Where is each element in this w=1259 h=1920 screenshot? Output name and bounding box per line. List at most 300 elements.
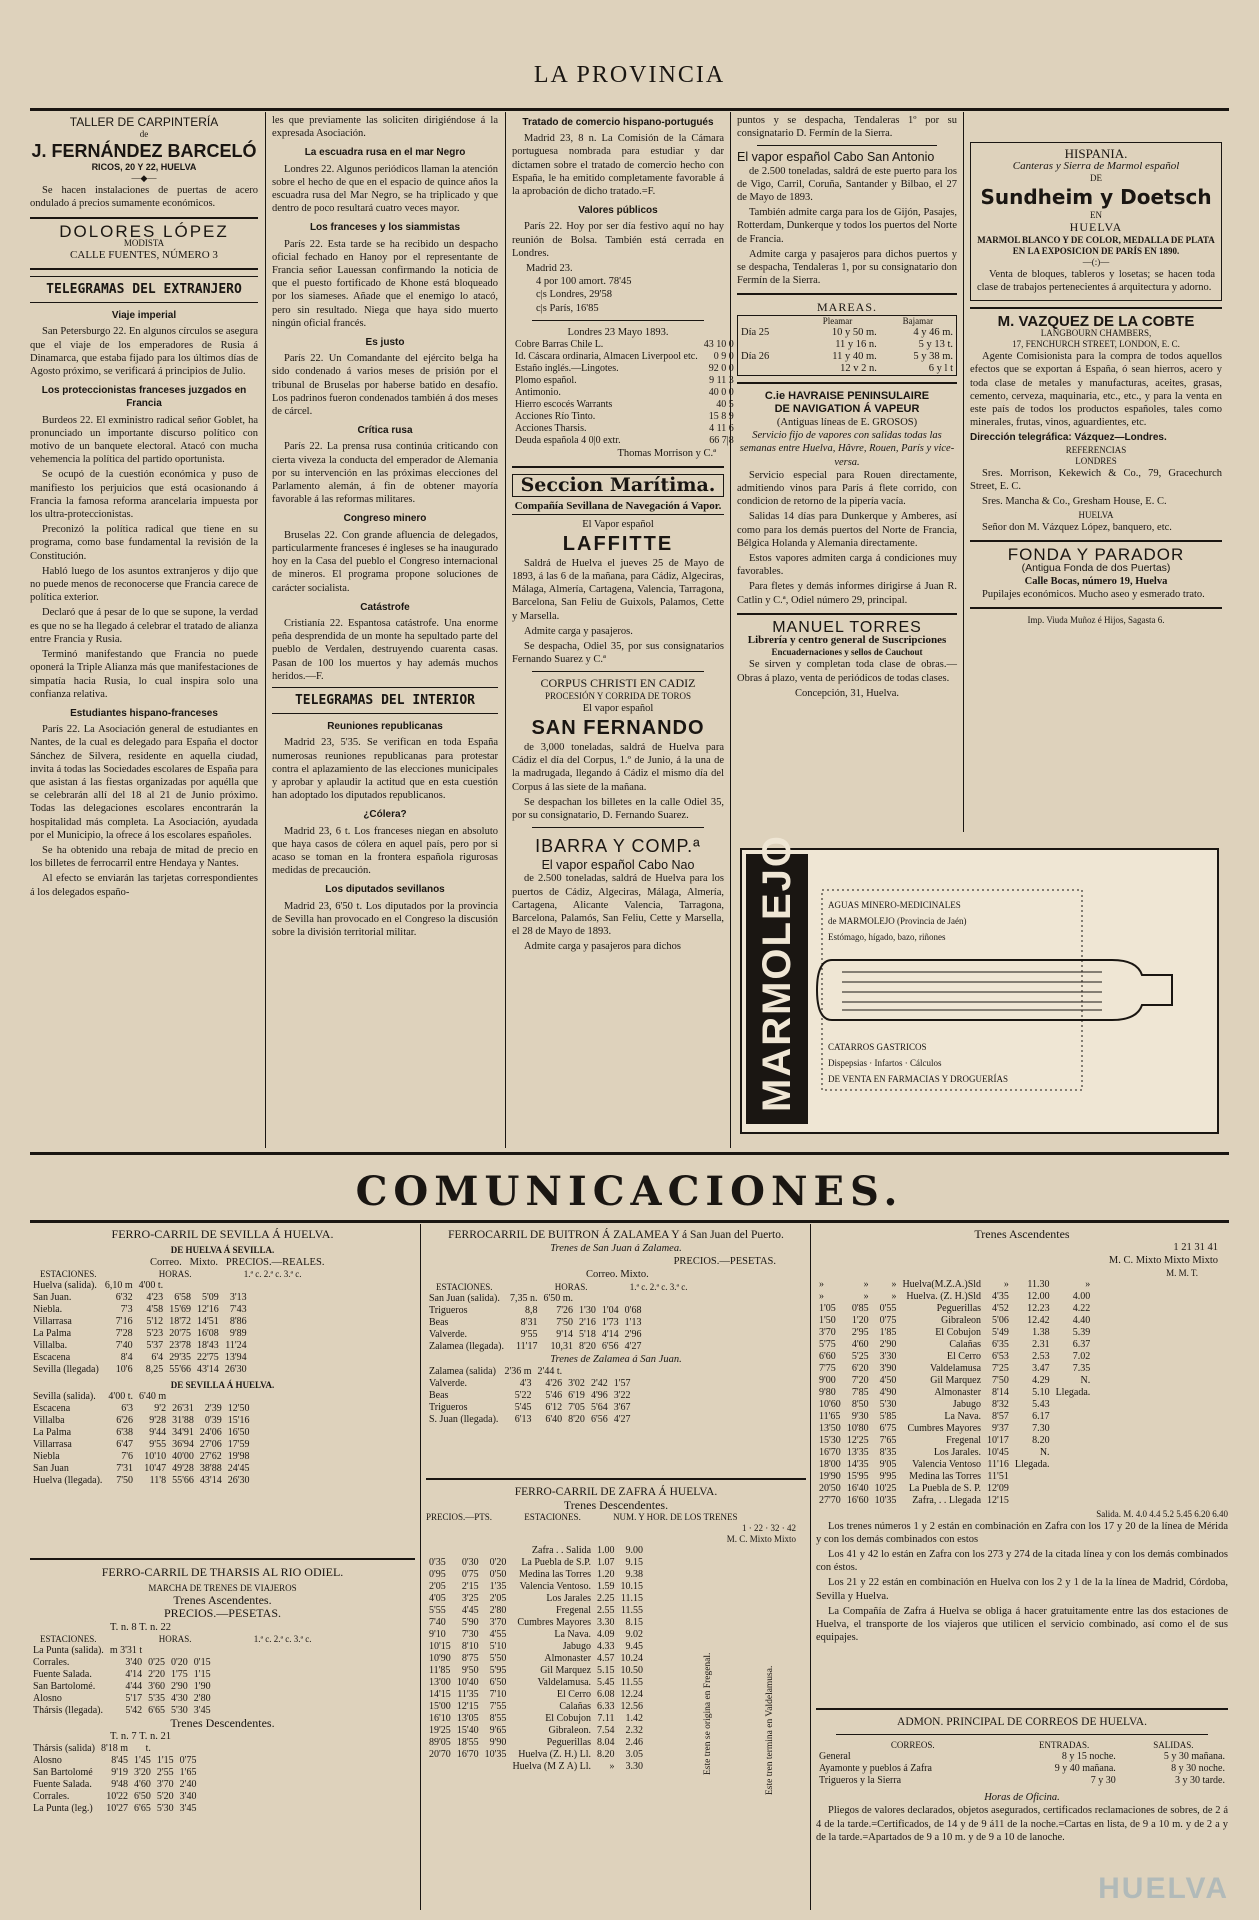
sevilla-row-cell: 24'06 [199, 1427, 222, 1439]
rule [970, 540, 1222, 542]
article-paragraph: Agente Comisionista para la compra de todos aquellos efectos que se exportan á España, ó sean hierros, acero y toda clase de metales y manufacturas, aceites, grasas, cemento, cerveza, maquinaria, etc., etc., y para la venta en este país de todos los productos españoles, tales como minerales, frutas, vinos, aguardientes, etc. [970, 351, 1222, 429]
ascendentes-row-cell: 8'14 [992, 1386, 1009, 1398]
zafra-row-cell: Peguerillas [546, 1737, 592, 1749]
ascendentes-row-cell [1053, 1399, 1094, 1411]
ascendentes-row-cell: Huelva. (Z. H.)Sld [906, 1290, 982, 1302]
tharsis-row-cell: San Bartolomé. [33, 1680, 96, 1692]
ascendentes-row-cell: 12'09 [987, 1482, 1009, 1494]
zafra-row-cell: 9'90 [489, 1737, 507, 1749]
hours-header: HORAS. [554, 1281, 588, 1292]
zafra-row-cell: 5'95 [489, 1665, 507, 1677]
metals-row-cell: 4 11 6 [709, 423, 734, 435]
buitron-row-cell: S. Juan (llegada). [429, 1413, 499, 1425]
taller-address: RICOS, 20 Y 22, HUELVA [91, 162, 197, 173]
zafra-row [426, 1653, 646, 1665]
ascendentes-row [816, 1315, 1093, 1327]
tharsis-row-cell: 9'19 [111, 1767, 129, 1779]
zafra-row [426, 1665, 646, 1677]
sevilla-row-cell: 7'50 [116, 1475, 134, 1487]
ascendentes-row-cell: 4.29 [1032, 1374, 1050, 1386]
section-heading: ¿Cólera? [363, 809, 407, 821]
zafra-row-cell: 11'35 [457, 1689, 479, 1701]
rule [970, 607, 1222, 609]
sevilla-row-cell: 6'47 [116, 1439, 134, 1451]
dolores-name: DOLORES LÓPEZ [59, 221, 229, 241]
article-paragraph: Al efecto se enviarán las tarjetas correspondientes á los delegados españo- [30, 873, 258, 898]
sevilla-row-cell: 4'58 [146, 1304, 164, 1316]
buitron-row-cell: 4'27 [613, 1413, 631, 1425]
zafra-row [426, 1629, 646, 1641]
buitron-row-cell: 2'44 t. [537, 1365, 563, 1377]
tharsis-row [30, 1693, 214, 1705]
sevilla-row-cell: Villarrasa [33, 1316, 72, 1328]
fonda-title: FONDA Y PARADOR [1007, 545, 1185, 565]
ascendentes-row-cell: El Cerro [946, 1350, 982, 1362]
taller-name: J. FERNÁNDEZ BARCELÓ [31, 141, 257, 162]
zafra-row [426, 1545, 646, 1557]
ascendentes-row [816, 1447, 1093, 1459]
sevilla-row [30, 1280, 250, 1292]
sevilla-row-cell: 14'51 [197, 1316, 219, 1328]
sevilla-table-1 [30, 1280, 250, 1376]
tide-row-cell: 10 y 50 m. [831, 326, 877, 338]
tharsis-row-cell: 6'65 [148, 1704, 165, 1716]
ascendentes-row-cell: 10'25 [874, 1482, 897, 1494]
rule [30, 1558, 415, 1560]
article-paragraph: Se despachan los billetes en la calle Odiel 35, por su consignatario, D. Fernando Suarez. [512, 796, 724, 821]
buitron-row-cell: Trigueros [429, 1304, 468, 1316]
ascendentes-row [816, 1375, 1093, 1387]
metals-row [512, 351, 737, 363]
zafra-row-cell [426, 1761, 454, 1773]
zafra-row-cell: El Cerro [556, 1689, 592, 1701]
col-divider [505, 112, 506, 1148]
ascendentes-row-cell: 10'17 [987, 1434, 1009, 1446]
tharsis-row-cell: 2'55 [156, 1767, 174, 1779]
article-paragraph: Cristianía 22. Espantosa catástrofe. Una enorme peña desprendida de un monte ha sepultado parte del pueblo de Verdalen, destruyendo cuarenta casas. Pasan de 100 los muertos y hay además muchos heridos.—F. [272, 617, 498, 682]
corpus-sub: PROCESIÓN Y CORRIDA DE TOROS [544, 690, 692, 701]
correo-header: Correo. [150, 1257, 182, 1269]
zafra-row-cell: 4'55 [489, 1629, 507, 1641]
ascendentes-row-cell: 9'05 [879, 1458, 897, 1470]
sevilla-row-cell: 20'75 [169, 1328, 191, 1340]
zafra-row-cell: 10'90 [429, 1653, 451, 1665]
sevilla-row-cell: Sevilla (llegada) [33, 1364, 99, 1376]
ascendentes-row-cell [1012, 1483, 1053, 1495]
tharsis-row-cell: 0'75 [179, 1755, 197, 1767]
telegrams-interior-banner: TELEGRAMAS DEL INTERIOR [272, 687, 498, 714]
ascendentes-row-cell: 4'35 [992, 1290, 1009, 1302]
buitron-row-cell: 4'96 [590, 1389, 608, 1401]
article-paragraph: Estos vapores admiten carga á condiciones muy favorables. [737, 553, 957, 578]
zafra-row-cell: 1.07 [597, 1557, 615, 1569]
buitron-row [426, 1378, 634, 1390]
ascendentes-row-cell: » [819, 1278, 824, 1290]
column-2 [272, 114, 498, 1148]
ascendentes-row-cell: 5.10 [1032, 1386, 1050, 1398]
buitron-row-cell [611, 1366, 634, 1378]
correos-row-cell: Trigueros y la Sierra [819, 1775, 902, 1787]
ascendentes-row [816, 1363, 1093, 1375]
sevilla-row-cell: 10'6 [115, 1364, 133, 1376]
article-paragraph: de 3,000 toneladas, saldrá de Huelva para Cádiz el día del Corpus, 1.º de Junio, á la una de la madrugada, llegando á Cádiz el mismo día del Corpus á las siete de la mañana. [512, 741, 724, 793]
sevilla-row-cell: 6'4 [151, 1352, 164, 1364]
sundheim-name: Sundheim y Doetsch [980, 185, 1212, 210]
dolores-address: CALLE FUENTES, NÚMERO 3 [70, 248, 218, 261]
ascendentes-row-cell: El Cobujon [935, 1326, 982, 1338]
zafra-row-cell [426, 1545, 454, 1557]
classes-header: 1.ª c. 2.ª c. 3.ª c. [253, 1633, 312, 1644]
buitron-row-cell: 1'04 [601, 1304, 619, 1316]
telegraph-address: Dirección telegráfica: Vázquez—Londres. [970, 432, 1167, 444]
zafra-side-note-2: Este tren termina en Valdelamusa. [765, 1666, 775, 1796]
zafra-row-cell: 3.05 [625, 1749, 644, 1761]
ascendentes-row-cell: 8'35 [879, 1446, 897, 1458]
column-4 [737, 114, 957, 834]
tharsis-row-cell: 3'40 [179, 1791, 197, 1803]
ascendentes-row-cell: 7'75 [819, 1362, 836, 1374]
ascendentes-railway [816, 1228, 1228, 1698]
article-paragraph: París 22. La prensa rusa continúa criticando con cierta viveza la conducta del emperador de Alemania por su intervención en las próximas elecciones del Parlamento alemán, á fin de obtener mayoría favorable á las reformas militares. [272, 441, 498, 506]
sevilla-row-cell: 9'44 [149, 1427, 167, 1439]
madrid-date: Madrid 23. [526, 263, 573, 275]
zafra-row-cell: El Cobujon [545, 1713, 592, 1725]
tharsis-row-cell: La Punta (leg.) [33, 1803, 93, 1815]
article-paragraph: Se sirven y completan toda clase de obras.—Obras á plazo, venta de periódicos de todas clases. [737, 659, 957, 684]
article-paragraph: Salidas 14 días para Dunkerque y Amberes, así como para los demás puertos del Norte de Francia, Bélgica Holanda y Alemania directamente. [737, 511, 957, 549]
buitron-row-cell: Beas [429, 1316, 449, 1328]
sevilla-table-2 [30, 1391, 253, 1487]
office-hours-title: Horas de Oficina. [984, 1792, 1060, 1804]
buitron-row-cell: 1'30 [579, 1304, 596, 1316]
metals-row-cell: Cobre Barras Chile L. [515, 339, 604, 351]
ascendentes-row [816, 1423, 1093, 1435]
article-paragraph: Burdeos 22. El exministro radical señor Goblet, ha pronunciado un importante discurso político con motivo de un banquete electoral. Atacó con mucha vehemencia la política del partido oportunista. [30, 414, 258, 466]
ad-label: AGUAS MINERO-MEDICINALES [828, 900, 961, 910]
ascendentes-row-cell: 9'00 [819, 1374, 836, 1386]
sevilla-row [30, 1364, 250, 1376]
zafra-row-cell: 11.55 [620, 1605, 644, 1617]
tharsis-row-cell: 2'40 [179, 1779, 197, 1791]
tide-row-cell: 6 y l t [928, 362, 953, 374]
tide-row-cell: 11 y 16 n. [835, 338, 877, 350]
ascendentes-row-cell: 4.00 [1072, 1290, 1091, 1302]
article-paragraph: San Petersburgo 22. En algunos círculos se asegura que el viaje de los emperadores de Rusia á Dinamarca, que estaba fijado para los últimos días de Agosto próximo, se verificará á principios de Julio. [30, 326, 258, 378]
zafra-row-cell: 4.09 [597, 1629, 615, 1641]
article-paragraph: Se ocupó de la cuestión económica y puso de manifiesto los perjuicios que está ocasionando á Francia la famosa reforma arancelaria impuesta por los ultra-proteccionistas. [30, 469, 258, 521]
buitron-row-cell: 4'3 [519, 1377, 532, 1389]
section-heading: Catástrofe [360, 601, 410, 613]
ascendentes-row-cell: 5'49 [992, 1326, 1009, 1338]
taller-text: Se hacen instalaciones de puertas de acero ondulado á precios sumamente económicos. [30, 185, 258, 210]
tharsis-row [30, 1803, 199, 1815]
correos-row [816, 1751, 1228, 1763]
tharsis-row-cell: 8'45 [111, 1755, 129, 1767]
london-date: Londres 23 Mayo 1893. [567, 326, 669, 338]
buitron-row-cell: 8'20 [579, 1340, 596, 1352]
zafra-row [426, 1569, 646, 1581]
ad-line: Estómago, hígado, bazo, riñones [828, 932, 946, 942]
torres-address: Concepción, 31, Huelva. [794, 687, 900, 699]
ascendentes-row-cell: 5'75 [819, 1338, 836, 1350]
buitron-row-cell: 5'64 [590, 1401, 608, 1413]
zafra-row-cell: 8.04 [597, 1737, 615, 1749]
sevilla-row-cell: 22'75 [197, 1352, 219, 1364]
zafra-row-cell: 4'05 [429, 1593, 446, 1605]
sevilla-row-cell: 9'28 [149, 1415, 167, 1427]
ascendentes-row-cell: Valencia Ventoso [912, 1458, 982, 1470]
sevilla-row [30, 1340, 250, 1352]
buitron-row-cell: 5'22 [514, 1389, 532, 1401]
ascendentes-row [816, 1279, 1093, 1291]
rule [737, 613, 957, 615]
buitron-row-cell: Beas [429, 1389, 449, 1401]
section-heading: Los diputados sevillanos [325, 884, 445, 896]
buitron-row-cell: Valverde. [429, 1377, 468, 1389]
ascendentes-row-cell: Medina las Torres [909, 1470, 982, 1482]
tharsis-table-2 [30, 1743, 199, 1815]
tharsis-row [30, 1743, 199, 1755]
buitron-row-cell: 4'27 [624, 1340, 642, 1352]
ascendentes-row-cell: 10'60 [819, 1398, 841, 1410]
article-paragraph: París 22. Hoy por ser día festivo aquí no hay reunión de Bolsa. También está cerrada en Londres. [512, 221, 724, 259]
ad-line: DE VENTA EN FARMACIAS Y DROGUERÍAS [828, 1074, 1009, 1084]
correos-row-cell: 5 y 30 mañana. [1163, 1751, 1225, 1763]
sevilla-row-cell: 7'31 [116, 1463, 134, 1475]
sevilla-row-cell: 6'3 [121, 1403, 134, 1415]
tharsis-desc: Trenes Descendentes. [170, 1715, 275, 1730]
en-label: EN [1090, 210, 1102, 221]
zafra-row [426, 1593, 646, 1605]
zafra-row-cell: Almonaster [544, 1653, 592, 1665]
tides-title: MAREAS. [816, 300, 877, 315]
sevilla-row [30, 1328, 250, 1340]
huelva-label: HUELVA [1078, 510, 1114, 521]
col-divider [265, 112, 266, 1148]
sevilla-row-cell: 7'6 [121, 1451, 134, 1463]
huelva-label: HUELVA [1069, 220, 1123, 235]
tharsis-row-cell [145, 1645, 168, 1657]
zafra-row-cell: 9.00 [625, 1545, 644, 1557]
ascendentes-row-cell: 18'00 [819, 1458, 841, 1470]
metals-row [512, 411, 737, 423]
separator: —◆— [131, 173, 157, 184]
zafra-row-cell: 19'25 [429, 1725, 451, 1737]
zafra-row-cell: 11.15 [620, 1593, 644, 1605]
ascendentes-row-cell: 13'35 [846, 1446, 869, 1458]
article-paragraph: Terminó manifestando que Francia no puede oponerá la Triple Alianza más que manifestaciones de simpatía hacia Rusia, lo cual inspira solo una confianza relativa. [30, 649, 258, 700]
ascendentes-row [816, 1339, 1093, 1351]
taller-de: de [139, 129, 149, 140]
article-paragraph: Madrid 23, 5'35. Se verifican en toda España numerosas reuniones republicanas para protestar contra el aplazamiento de las elecciones municipales y aprobar y aplaudir la actitud que en esta cuestión han adoptado los diputados republicanos. [272, 737, 498, 802]
tharsis-row-cell: Thársis (salida) [33, 1743, 95, 1755]
ascendentes-row-cell: La Nava. [944, 1410, 982, 1422]
ascendentes-row-cell [1053, 1495, 1094, 1507]
asc-note: La Compañía de Zafra á Huelva se obliga á hacer gratuitamente entre las dos estaciones de Huelva, el transporte de los viajeros que utilicen el servicio combinado, así como el de sus equipajes. [816, 1605, 1228, 1644]
sevilla-row-cell: 6,10 m [104, 1280, 133, 1292]
sevilla-row-cell: 11'8 [149, 1475, 167, 1487]
ascendentes-row-cell: 1'20 [851, 1314, 869, 1326]
buitron-row-cell: 7'26 [556, 1304, 574, 1316]
sevilla-row-cell: 13'94 [224, 1352, 247, 1364]
article-paragraph: París 22. Un Comandante del ejército belga ha sido condenado á varios meses de prisión por el tribunal de Bruselas por haberse batido en desafío. Los padrinos fueron condenados también á dos meses de cárcel. [272, 353, 498, 418]
asc-note: Los 41 y 42 lo están en Zafra con los 273 y 274 de la citada línea y con los demás combinados con éstos. [816, 1549, 1228, 1574]
rule [512, 466, 724, 468]
sevilla-row-cell: 6'38 [116, 1427, 134, 1439]
ascendentes-row-cell: Huelva(M.Z.A.)Sld [902, 1278, 982, 1290]
sevilla-row [30, 1352, 250, 1364]
zafra-row-cell: 4'45 [461, 1605, 479, 1617]
sevilla-row-cell: 7'16 [115, 1316, 133, 1328]
hours-header: HORAS. [158, 1269, 192, 1280]
tharsis-row-cell: 5'30 [156, 1803, 174, 1815]
london-label: LONDRES [1075, 455, 1117, 466]
zafra-row-cell: 2'80 [489, 1605, 507, 1617]
ascendentes-row-cell: 7.02 [1072, 1350, 1091, 1362]
article-paragraph: Saldrá de Huelva el jueves 25 de Mayo de 1893, á las 6 de la mañana, para Cádiz, Algeciras, Málaga, Almería, Cartagena, Valencia, Tarragona, Barcelona, San Feliu de Guixols, Palamos, Cette y Marsella. [512, 557, 724, 622]
sevilla-row [30, 1316, 250, 1328]
zafra-row-cell: 0'20 [489, 1557, 507, 1569]
tharsis-row [30, 1705, 214, 1717]
buitron-row-cell: 1'73 [601, 1316, 619, 1328]
asc-header: M. C. Mixto Mixto Mixto [1108, 1255, 1218, 1267]
zafra-row-cell: Los Jarales [546, 1593, 592, 1605]
sevilla-row-cell: 34'91 [172, 1427, 194, 1439]
stations-header: ESTACIONES. [40, 1633, 97, 1644]
article-paragraph: Madrid 23, 6 t. Los franceses niegan en absoluto que haya casos de cólera en aquel país, pero por si acaso se toman en la frontera española rigurosas medidas de precaución. [272, 825, 498, 877]
marmol-line: MARMOL BLANCO Y DE COLOR, MEDALLA DE PLATA EN LA EXPOSICION DE PARÍS EN 1890. [977, 234, 1215, 256]
zafra-row [426, 1761, 646, 1773]
col-divider [963, 112, 964, 832]
zafra-row-cell: Fregenal [556, 1605, 592, 1617]
tharsis-row [30, 1669, 214, 1681]
zafra-row [426, 1713, 646, 1725]
ascendentes-row-cell: 6'60 [819, 1350, 836, 1362]
ship-name-san-fernando: SAN FERNANDO [531, 716, 705, 739]
metals-row-cell: Estaño inglés.—Lingotes. [515, 363, 619, 375]
zafra-row [426, 1737, 646, 1749]
buitron-row-cell: 5'18 [579, 1328, 596, 1340]
ascendentes-row-cell: 5'30 [879, 1398, 897, 1410]
zafra-row-cell [454, 1761, 482, 1773]
zafra-row [426, 1701, 646, 1713]
ascendentes-row-cell: 1'50 [819, 1314, 836, 1326]
column-5 [970, 114, 1222, 834]
tharsis-row-cell [191, 1645, 214, 1657]
zafra-row-cell: 7'40 [429, 1617, 446, 1629]
zafra-row-cell: 89'05 [429, 1737, 451, 1749]
ascendentes-row-cell: » [1085, 1278, 1091, 1290]
asc-salida: Salida. M. 4.0 4.4 5.2 5.45 6.20 6.40 [1096, 1508, 1228, 1519]
tharsis-row-cell: 3'45 [193, 1704, 211, 1716]
zafra-row-cell: 8.20 [597, 1749, 615, 1761]
tharsis-row [30, 1779, 199, 1791]
rule [737, 293, 957, 295]
ascendentes-row-cell: » [863, 1290, 869, 1302]
classes-header: 1.ª c. 2.ª c. 3.ª c. [243, 1269, 302, 1280]
rule [836, 1734, 1208, 1735]
buitron-row [426, 1402, 634, 1414]
sevilla-row-cell: 15'69 [169, 1304, 191, 1316]
tide-row-cell: 12 v 2 n. [840, 362, 877, 374]
sevilla-row-cell: 5'12 [146, 1316, 164, 1328]
buitron-row [426, 1366, 634, 1378]
ascendentes-row-cell [1053, 1423, 1094, 1435]
tharsis-row-cell: 10'27 [106, 1803, 129, 1815]
ad-word: MARMOLEJO [755, 834, 799, 1112]
tharsis-row-cell: 5'20 [156, 1791, 174, 1803]
precios-header: PRECIOS.—REALES. [225, 1257, 325, 1269]
zafra-sub: Trenes Descendentes. [563, 1498, 669, 1513]
correos-row-cell: 9 y 40 mañana. [1054, 1763, 1116, 1775]
zafra-row-cell: 1.59 [597, 1581, 615, 1593]
sevilla-row-cell [225, 1391, 253, 1403]
buitron-railway [426, 1228, 806, 1468]
buitron-row-cell: 8'20 [568, 1413, 585, 1425]
zafra-row-cell: 5'55 [429, 1605, 446, 1617]
ascendentes-row-cell: 11'65 [819, 1410, 841, 1422]
correos-row [816, 1763, 1228, 1775]
tharsis-row-cell: 1'75 [170, 1668, 188, 1680]
buitron-row-cell: Valverde. [429, 1328, 468, 1340]
mixto-header: Mixto. [189, 1257, 218, 1269]
sevilla-row-cell: 9'89 [229, 1328, 247, 1340]
sevilla-row-cell: 8'4 [120, 1352, 133, 1364]
sevilla-row-cell: 23'78 [169, 1340, 191, 1352]
zafra-row-cell: Valencia Ventoso. [519, 1581, 592, 1593]
metals-row-cell: 66 7|8 [709, 435, 734, 447]
sevilla-row-cell: 16'50 [227, 1427, 250, 1439]
ascendentes-row-cell: Llegada. [1055, 1386, 1091, 1398]
tide-row-cell: 5 y 13 t. [918, 338, 953, 350]
sevilla-row-cell: 4'00 t. [138, 1280, 164, 1292]
sevilla-row-cell: San Juan [33, 1463, 69, 1475]
sevilla-row-cell: 40'00 [172, 1451, 194, 1463]
sevilla-row [30, 1403, 253, 1415]
zafra-row-cell: 8'10 [461, 1641, 479, 1653]
tharsis-row-cell: Fuente Salada. [33, 1668, 92, 1680]
ascendentes-row-cell: 6.37 [1072, 1338, 1091, 1350]
zafra-row-cell: La Nava. [554, 1629, 592, 1641]
sevilla-row [30, 1415, 253, 1427]
ascendentes-row-cell: 11.30 [1027, 1278, 1050, 1290]
article-paragraph: de 2.500 toneladas, saldrá de Huelva para los puertos de Cádiz, Algeciras, Málaga, Almería, Cartagena, Alicante Valencia, Tarragona, Barcelona, Palamós, San Feliu, Cette y Marsella, el 28 de Mayo de 1893. [512, 873, 724, 938]
ascendentes-row-cell: N. [1080, 1374, 1091, 1386]
zafra-row-cell: 2.55 [597, 1605, 615, 1617]
zafra-row-cell: 7'30 [461, 1629, 479, 1641]
buitron-row-cell: 10,31 [550, 1340, 574, 1352]
section-heading: Tratado de comercio hispano-portugués [522, 117, 714, 128]
ascendentes-row-cell: 5'25 [851, 1350, 869, 1362]
zafra-row-cell: 5.45 [597, 1677, 615, 1689]
ascendentes-row-cell: » [891, 1290, 897, 1302]
buitron-row-cell [576, 1293, 599, 1305]
asc-header-2: M. M. T. [1166, 1267, 1198, 1278]
sevilla-row-cell: 26'31 [172, 1403, 194, 1415]
torres-subtitle: Librería y centro general de Suscripciones [747, 634, 947, 647]
zafra-row-cell: 12.24 [620, 1689, 644, 1701]
zafra-row-cell: 12'15 [456, 1701, 479, 1713]
zafra-row-cell: 11.55 [620, 1677, 644, 1689]
sevilla-row-cell: 5'23 [146, 1328, 164, 1340]
tharsis-row-cell: 5'17 [125, 1692, 143, 1704]
sevilla-row-cell: Niebla. [33, 1304, 63, 1316]
zafra-row-cell: 1.42 [625, 1713, 644, 1725]
sevilla-row-cell: 18'43 [197, 1340, 219, 1352]
buitron-row-cell: 2'42 [590, 1377, 608, 1389]
ascendentes-row-cell: 15'30 [819, 1434, 841, 1446]
rule [532, 320, 704, 321]
